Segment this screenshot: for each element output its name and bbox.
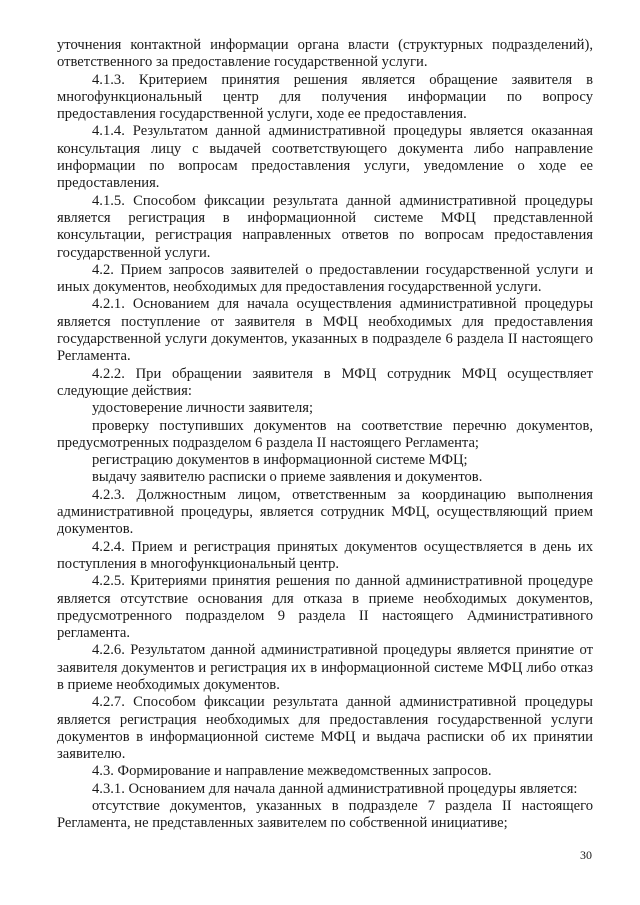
paragraph-4-2-1: 4.2.1. Основанием для начала осуществления административной процедуры является поступление от заявителя в МФЦ необходимых для предоставления государственной услуги документов, указанных в подразделе 6 раздела II настоящего Регламента.: [57, 296, 593, 365]
paragraph-4-3: 4.3. Формирование и направление межведомственных запросов.: [92, 763, 492, 780]
action-item: удостоверение личности заявителя;: [92, 400, 314, 417]
document-body: [57, 37, 593, 833]
paragraph-4-2-7: 4.2.7. Способом фиксации результата данной административной процедуры является регистрация необходимых для предоставления государственной услуги документов в информационной системе МФЦ и выдача расписки об их принятии заявителю.: [57, 694, 593, 763]
page-number: 30: [580, 848, 592, 862]
paragraph-4-2-3: 4.2.3. Должностным лицом, ответственным за координацию выполнения административной процедуры, является сотрудник МФЦ, осуществляющий прием документов.: [57, 486, 593, 538]
action-item: проверку поступивших документов на соответствие перечню документов, предусмотренных подразделом 6 раздела II настоящего Регламента;: [57, 417, 593, 451]
paragraph-4-2-5: 4.2.5. Критериями принятия решения по данной административной процедуре является отсутствие основания для отказа в приеме необходимых документов, предусмотренного подразделом 9 раздела II настоящего Административного регламента.: [57, 573, 593, 642]
paragraph-4-1-5: 4.1.5. Способом фиксации результата данной административной процедуры является регистрация в информационной системе МФЦ представленной консультации, регистрация направленных ответов по вопросам предоставления государственной услуги.: [57, 192, 593, 261]
paragraph-4-2-2: 4.2.2. При обращении заявителя в МФЦ сотрудник МФЦ осуществляет следующие действия:: [57, 365, 593, 399]
paragraph-4-2-6: 4.2.6. Результатом данной административной процедуры является принятие от заявителя документов и регистрация их в информационной системе МФЦ либо отказ в приеме необходимых документов.: [57, 642, 593, 693]
condition-item: отсутствие документов, указанных в подразделе 7 раздела II настоящего Регламента, не представленных заявителем по собственной инициативе;: [57, 798, 593, 832]
paragraph-continuation: уточнения контактной информации органа власти (структурных подразделений), ответственного за предоставление государственной услуги.: [57, 37, 593, 71]
paragraph-4-3-1: 4.3.1. Основанием для начала данной административной процедуры является:: [92, 780, 578, 797]
paragraph-4-2: 4.2. Прием запросов заявителей о предоставлении государственной услуги и иных документов, необходимых для предоставления государственной услуги.: [57, 261, 593, 296]
action-item: регистрацию документов в информационной системе МФЦ;: [92, 452, 468, 469]
action-item: выдачу заявителю расписки о приеме заявления и документов.: [92, 469, 483, 486]
paragraph-4-1-4: 4.1.4. Результатом данной административной процедуры является оказанная консультация лицу с выдачей соответствующего документа либо направление информации по вопросам предоставления услуги, уведомление о ходе ее предоставления.: [57, 123, 593, 192]
paragraph-4-2-4: 4.2.4. Прием и регистрация принятых документов осуществляется в день их поступления в многофункциональный центр.: [57, 538, 593, 572]
paragraph-4-1-3: 4.1.3. Критерием принятия решения является обращение заявителя в многофункциональный центр для получения информации по вопросу предоставления государственной услуги, ходе ее предоставления.: [57, 71, 593, 123]
